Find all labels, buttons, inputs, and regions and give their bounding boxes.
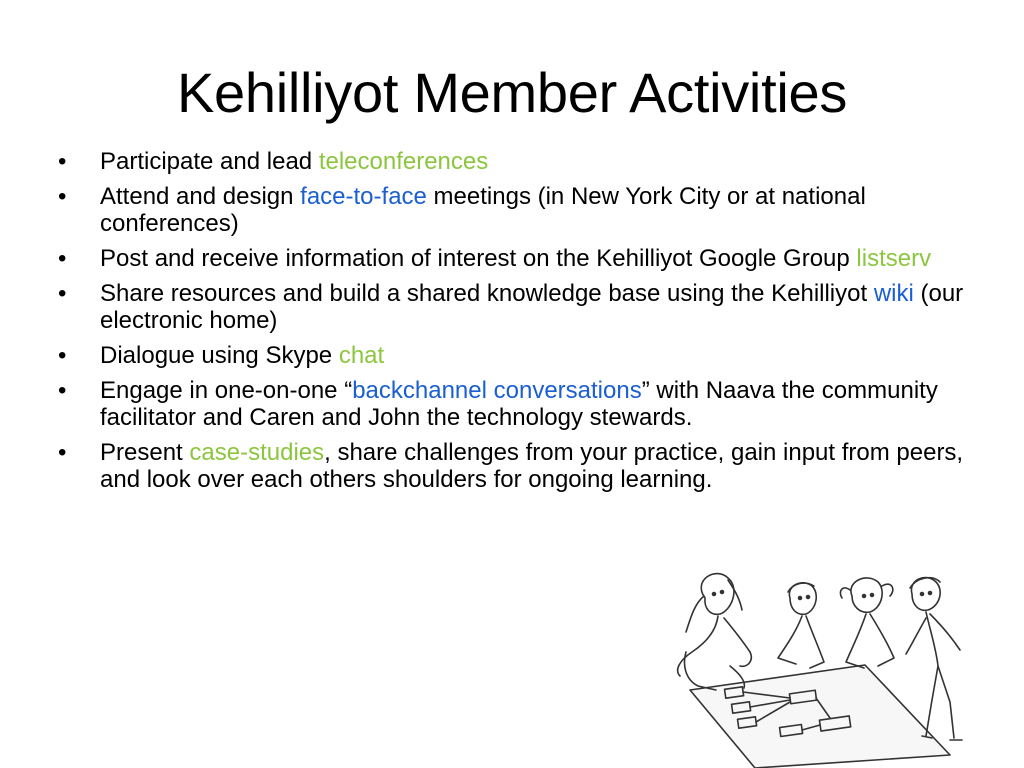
bullet-dot-icon: • (58, 377, 67, 404)
chat-link[interactable]: chat (338, 342, 385, 369)
children-drawing-diagram-icon (620, 540, 1020, 768)
case-studies-link[interactable]: case-studies (189, 439, 325, 466)
wiki-link[interactable]: wiki (873, 280, 914, 307)
bullet-text: Dialogue using Skype (100, 342, 339, 369)
bullet-dot-icon: • (58, 280, 67, 307)
bullet-item-wiki (58, 280, 968, 334)
bullet-text-after: ” with Naava the community facilitator and Caren and John the technology stewards. (100, 377, 938, 431)
bullet-item-listserv (58, 245, 968, 272)
bullet-text: Participate and lead (100, 148, 319, 175)
bullet-dot-icon: • (58, 183, 67, 210)
bullet-text: Present (100, 439, 190, 466)
bullet-item-teleconferences (58, 148, 968, 175)
backchannel-conversations-link[interactable]: backchannel conversations (352, 377, 642, 404)
bullet-text-after: (our electronic home) (100, 280, 964, 334)
bullet-text: Post and receive information of interest on the Kehilliyot Google Group (100, 245, 857, 272)
bullet-dot-icon: • (58, 439, 67, 466)
bullet-item-case-studies (58, 439, 968, 493)
bullet-text-after: meetings (in New York City or at national conferences) (100, 183, 866, 237)
bullet-text-after: , share challenges from your practice, gain input from peers, and look over each others shoulders for ongoing learning. (100, 439, 964, 493)
bullet-text: Share resources and build a shared knowledge base using the Kehilliyot (100, 280, 874, 307)
teleconferences-link[interactable]: teleconferences (318, 148, 489, 175)
bullet-dot-icon: • (58, 342, 67, 369)
bullet-text: Attend and design (100, 183, 301, 210)
bullet-dot-icon: • (58, 148, 67, 175)
bullet-dot-icon: • (58, 245, 67, 272)
bullet-list (58, 148, 968, 501)
face-to-face-link[interactable]: face-to-face (300, 183, 427, 210)
bullet-item-face-to-face (58, 183, 968, 237)
bullet-item-backchannel (58, 377, 968, 431)
listserv-link[interactable]: listserv (856, 245, 932, 272)
slide-title: Kehilliyot Member Activities (176, 61, 848, 124)
bullet-item-chat (58, 342, 968, 369)
bullet-text: Engage in one-on-one “ (100, 377, 353, 404)
